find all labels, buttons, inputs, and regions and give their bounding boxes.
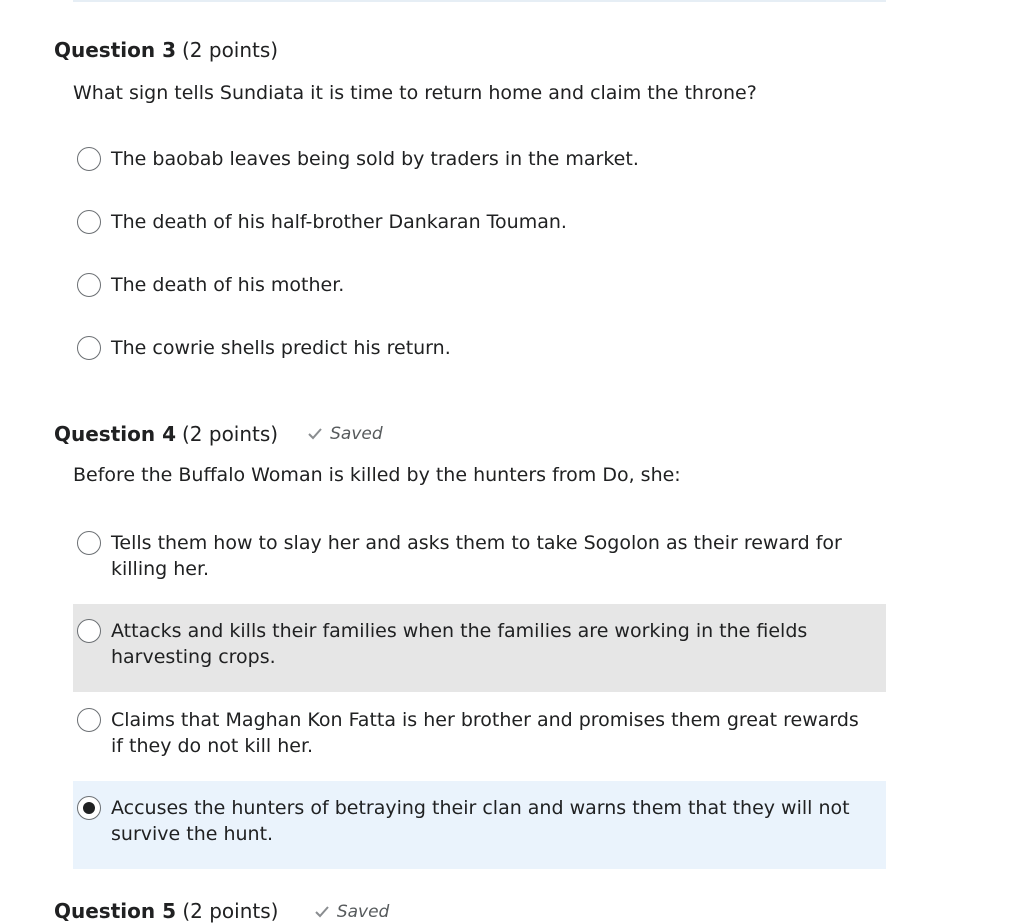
- question-text: What sign tells Sundiata it is time to return home and claim the throne?: [73, 82, 757, 104]
- radio-unchecked-icon[interactable]: [77, 531, 101, 555]
- radio-unchecked-icon[interactable]: [77, 210, 101, 234]
- answer-option-label[interactable]: Accuses the hunters of betraying their clan and warns them that they will not survive the hunt.: [111, 797, 850, 845]
- check-icon: [315, 906, 329, 918]
- check-icon: [308, 428, 322, 440]
- question-title: Question 4: [54, 422, 176, 446]
- radio-unchecked-icon[interactable]: [77, 273, 101, 297]
- answer-option-label[interactable]: The death of his mother.: [111, 274, 345, 296]
- question-text: Before the Buffalo Woman is killed by the hunters from Do, she:: [73, 464, 681, 486]
- saved-label: Saved: [336, 902, 390, 922]
- radio-unchecked-icon[interactable]: [77, 619, 101, 643]
- saved-label: Saved: [330, 424, 383, 444]
- answer-option-selected[interactable]: [73, 781, 886, 869]
- answer-option[interactable]: [73, 528, 886, 586]
- answer-option[interactable]: [73, 209, 886, 237]
- radio-unchecked-icon[interactable]: [77, 336, 101, 360]
- question-points: (2 points): [182, 899, 279, 923]
- radio-checked-icon[interactable]: [77, 796, 101, 820]
- question-title: Question 5: [54, 899, 176, 923]
- answer-option-label[interactable]: Claims that Maghan Kon Fatta is her brother and promises them great rewards if they do not kill her.: [111, 709, 859, 757]
- question-points: (2 points): [181, 38, 279, 62]
- answer-option-label[interactable]: The cowrie shells predict his return.: [111, 337, 451, 359]
- question-4-header: [54, 420, 383, 448]
- question-3-header: [54, 36, 278, 64]
- question-title: Question 3: [54, 38, 176, 62]
- question-5-header: [54, 899, 389, 923]
- answer-option[interactable]: [73, 335, 886, 363]
- answer-option[interactable]: [73, 272, 886, 300]
- answer-option-hovered[interactable]: [73, 604, 886, 692]
- question-points: (2 points): [181, 422, 279, 446]
- answer-option[interactable]: [73, 146, 886, 174]
- answer-option-label[interactable]: Attacks and kills their families when the families are working in the fields harvesting crops.: [111, 620, 808, 668]
- radio-unchecked-icon[interactable]: [77, 708, 101, 732]
- radio-unchecked-icon[interactable]: [77, 147, 101, 171]
- saved-status: [315, 902, 390, 922]
- answer-option-label[interactable]: The death of his half-brother Dankaran Touman.: [111, 211, 567, 233]
- answer-option[interactable]: [73, 705, 886, 765]
- saved-status: [308, 424, 383, 444]
- section-divider: [73, 0, 886, 2]
- answer-option-label[interactable]: Tells them how to slay her and asks them to take Sogolon as their reward for killing her.: [111, 532, 842, 580]
- answer-option-label[interactable]: The baobab leaves being sold by traders in the market.: [111, 148, 639, 170]
